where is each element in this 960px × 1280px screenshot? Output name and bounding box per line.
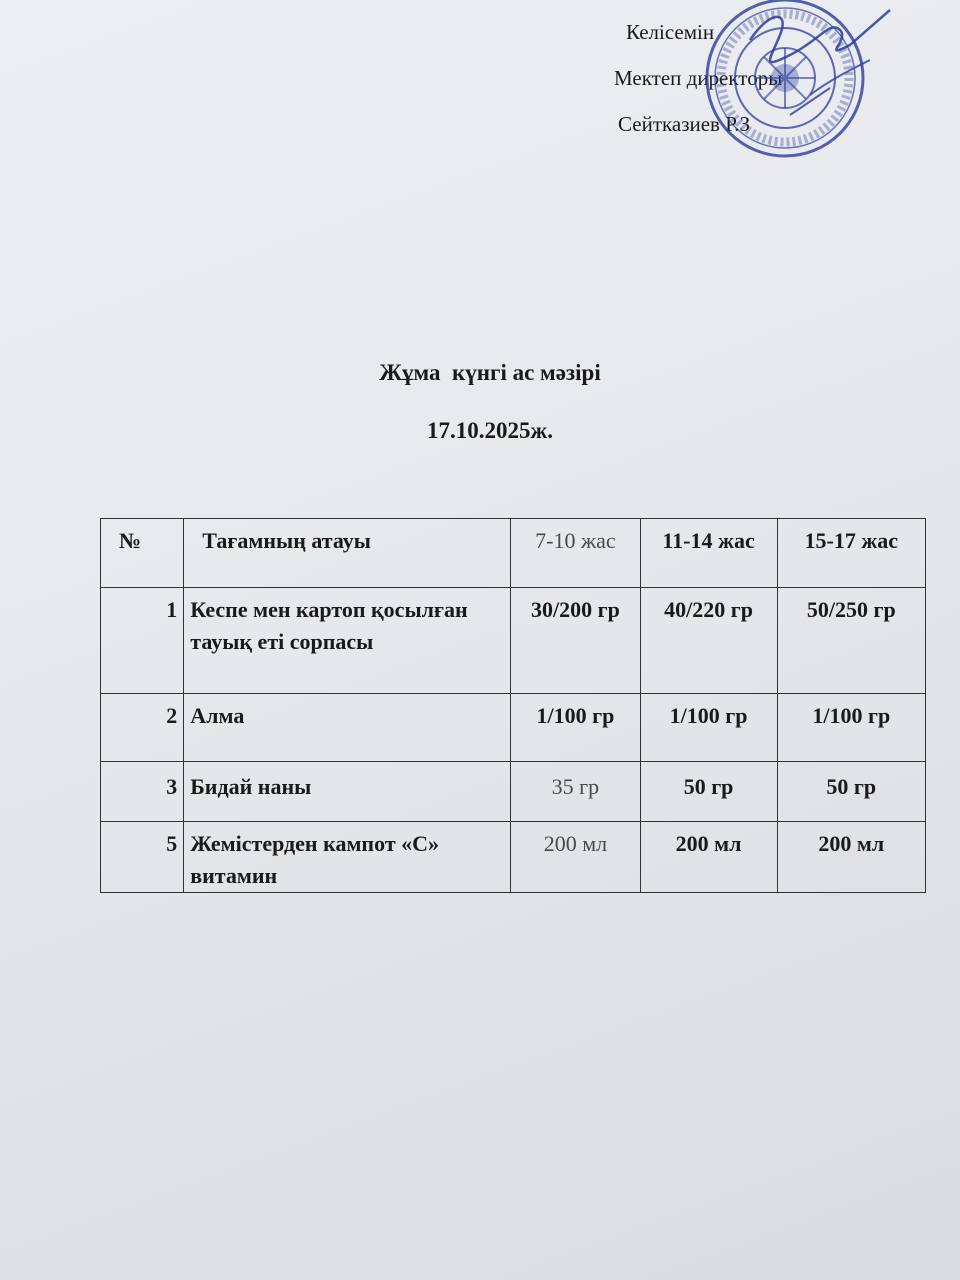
row-portion-7-10: 200 мл <box>511 822 640 893</box>
row-portion-15-17: 50/250 гр <box>777 588 925 694</box>
row-portion-7-10: 30/200 гр <box>511 588 640 694</box>
row-number: 5 <box>101 822 184 893</box>
row-portion-15-17: 50 гр <box>777 762 925 822</box>
row-portion-11-14: 1/100 гр <box>640 694 777 762</box>
row-dish-name: Кеспе мен картоп қосылған тауық еті сорпасы <box>184 588 511 694</box>
table-row <box>101 762 926 822</box>
approval-line-position: Мектеп директоры <box>614 66 783 90</box>
signature-icon <box>720 0 900 140</box>
header-number: № <box>101 519 184 588</box>
menu-title: Жұма күнгі ас мәзірі <box>379 360 601 385</box>
header-age-15-17: 15-17 жас <box>777 519 925 588</box>
row-portion-11-14: 40/220 гр <box>640 588 777 694</box>
row-portion-7-10: 35 гр <box>511 762 640 822</box>
header-age-11-14: 11-14 жас <box>640 519 777 588</box>
table-row <box>101 694 926 762</box>
table-header-row <box>101 519 926 588</box>
row-number: 2 <box>101 694 184 762</box>
header-dish-name: Тағамның атауы <box>184 519 511 588</box>
row-dish-name: Жемістерден кампот «С» витамин <box>184 822 511 893</box>
approval-line-agree: Келісемін <box>626 20 715 44</box>
row-portion-11-14: 50 гр <box>640 762 777 822</box>
row-number: 3 <box>101 762 184 822</box>
row-portion-15-17: 1/100 гр <box>777 694 925 762</box>
menu-date: 17.10.2025ж. <box>427 418 553 443</box>
row-portion-15-17: 200 мл <box>777 822 925 893</box>
table-row <box>101 822 926 893</box>
header-age-7-10: 7-10 жас <box>511 519 640 588</box>
row-number: 1 <box>101 588 184 694</box>
table-row <box>101 588 926 694</box>
approval-line-name: Сейтказиев Р.З <box>618 112 751 136</box>
row-dish-name: Бидай наны <box>184 762 511 822</box>
row-portion-11-14: 200 мл <box>640 822 777 893</box>
row-portion-7-10: 1/100 гр <box>511 694 640 762</box>
menu-table <box>100 518 926 893</box>
row-dish-name: Алма <box>184 694 511 762</box>
